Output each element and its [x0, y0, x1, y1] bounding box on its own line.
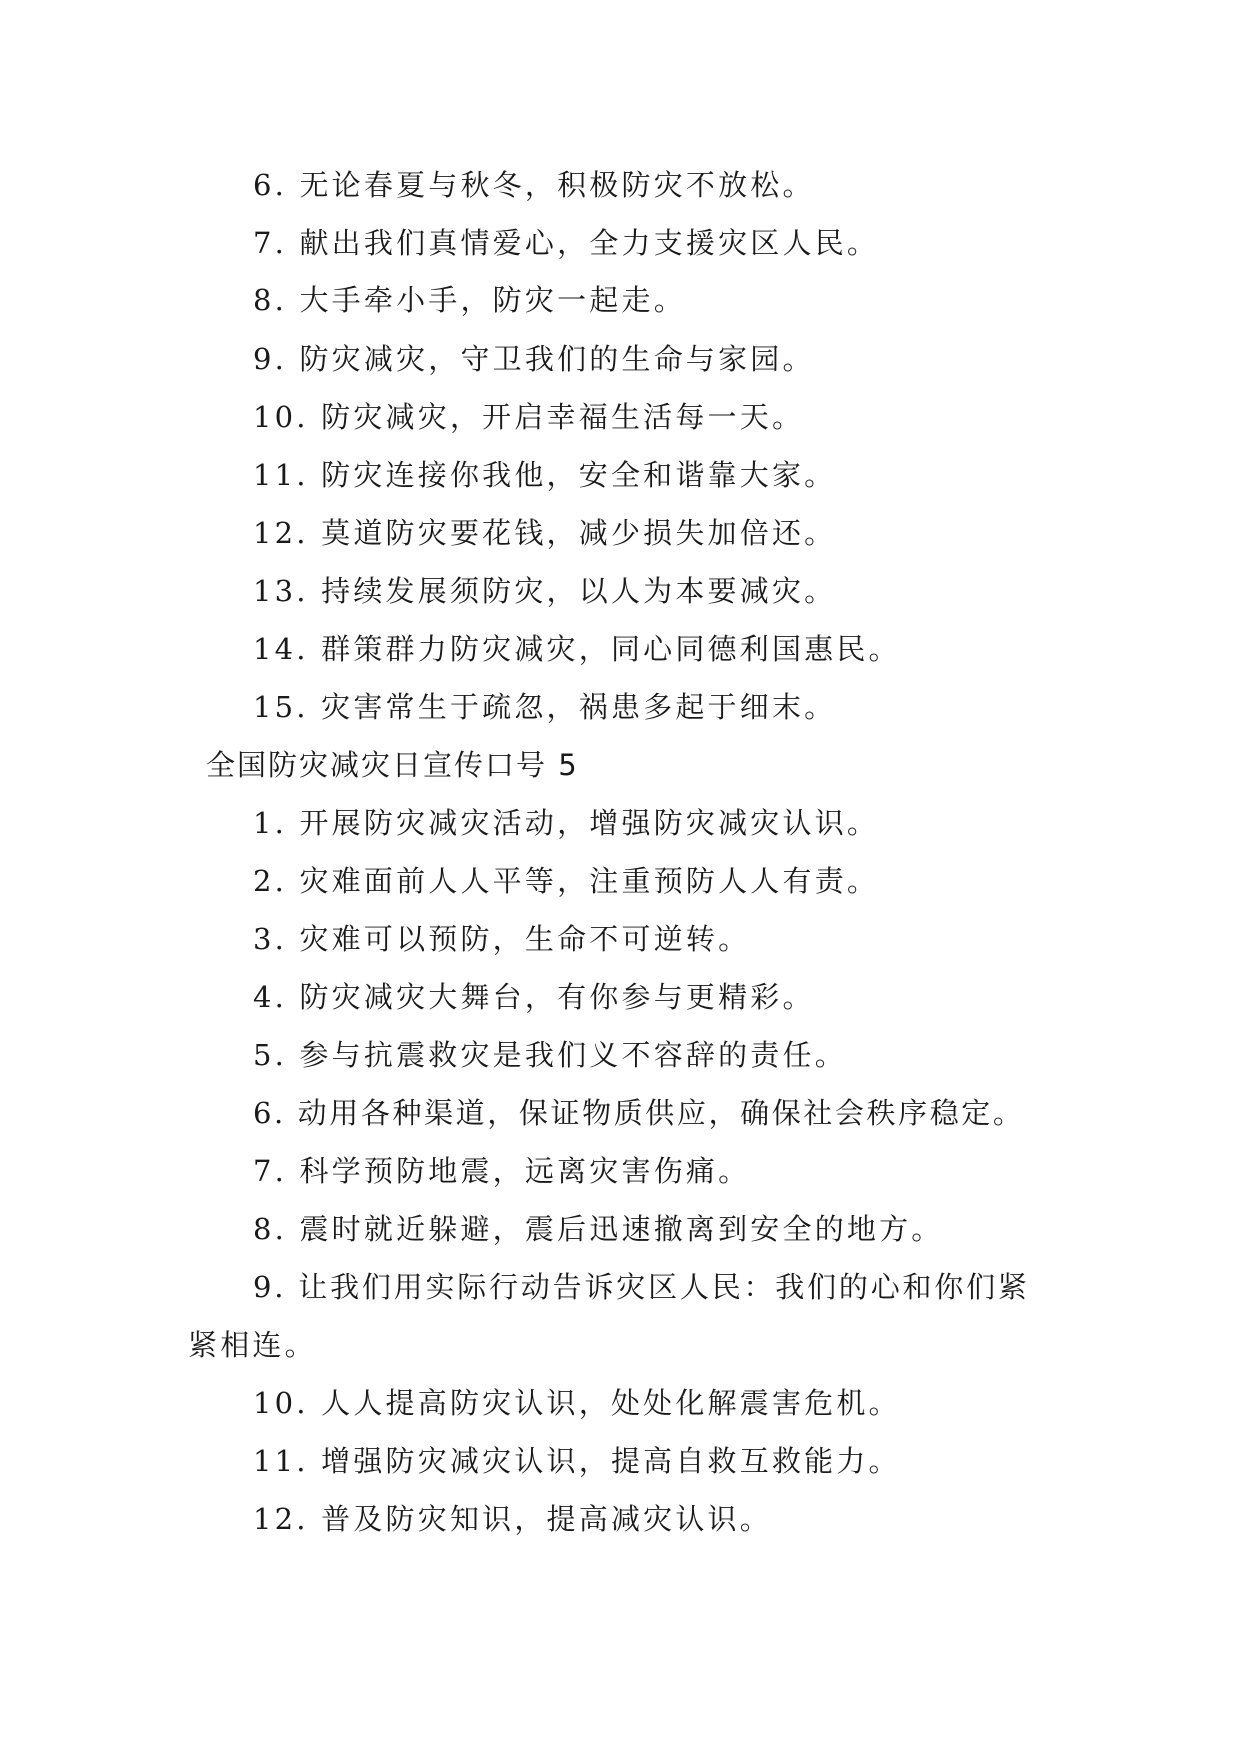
slogan-item: 10. 人人提高防灾认识，处处化解震害危机。 [253, 1386, 901, 1420]
slogan-item: 11. 增强防灾减灾认识，提高自救互救能力。 [253, 1444, 901, 1478]
slogan-item: 7. 科学预防地震，远离灾害伤痛。 [253, 1154, 751, 1188]
slogan-item: 15. 灾害常生于疏忽，祸患多起于细末。 [253, 690, 837, 724]
slogan-item: 14. 群策群力防灾减灾，同心同德利国惠民。 [253, 632, 901, 666]
slogan-item: 5. 参与抗震救灾是我们义不容辞的责任。 [253, 1038, 847, 1072]
slogan-item: 4. 防灾减灾大舞台，有你参与更精彩。 [253, 980, 815, 1014]
slogan-item: 9. 让我们用实际行动告诉灾区人民：我们的心和你们紧 [253, 1270, 1030, 1304]
slogan-item: 11. 防灾连接你我他，安全和谐靠大家。 [253, 458, 837, 492]
slogan-item: 2. 灾难面前人人平等，注重预防人人有责。 [253, 864, 880, 898]
slogan-item: 10. 防灾减灾，开启幸福生活每一天。 [253, 400, 805, 434]
slogan-item: 6. 动用各种渠道，保证物质供应，确保社会秩序稳定。 [253, 1096, 1025, 1130]
slogan-item-continuation: 紧相连。 [188, 1328, 317, 1362]
slogan-item: 6. 无论春夏与秋冬，积极防灾不放松。 [253, 168, 815, 202]
slogan-item: 9. 防灾减灾，守卫我们的生命与家园。 [253, 342, 815, 376]
section-heading: 全国防灾减灾日宣传口号 5 [206, 748, 579, 782]
slogan-item: 12. 普及防灾知识，提高减灾认识。 [253, 1502, 772, 1536]
slogan-item: 7. 献出我们真情爱心，全力支援灾区人民。 [253, 226, 880, 260]
slogan-item: 3. 灾难可以预防，生命不可逆转。 [253, 922, 751, 956]
slogan-item: 1. 开展防灾减灾活动，增强防灾减灾认识。 [253, 806, 880, 840]
slogan-item: 8. 大手牵小手，防灾一起走。 [253, 283, 686, 317]
slogan-item: 8. 震时就近躲避，震后迅速撤离到安全的地方。 [253, 1212, 944, 1246]
slogan-item: 13. 持续发展须防灾，以人为本要减灾。 [253, 574, 837, 608]
slogan-item: 12. 莫道防灾要花钱，减少损失加倍还。 [253, 516, 837, 550]
